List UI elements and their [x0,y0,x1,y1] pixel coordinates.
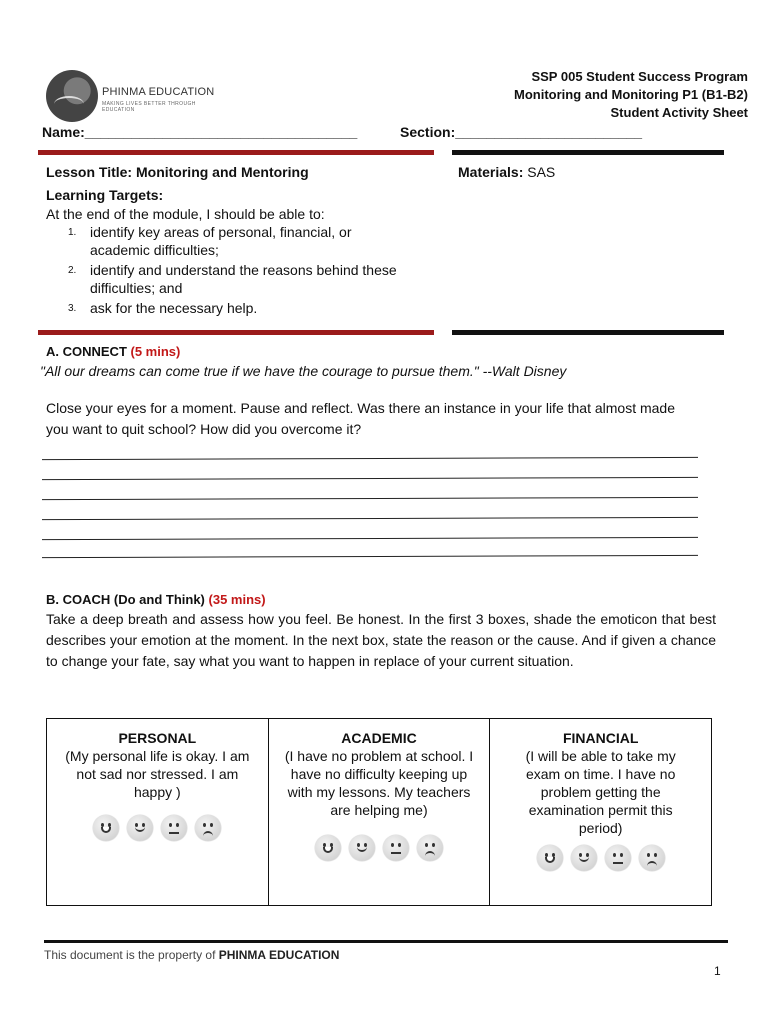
target-number: 3. [68,303,77,314]
emotion-table [46,718,712,906]
emoticon-row [490,845,711,871]
sad-face-icon[interactable] [639,845,665,871]
cell-description: (I will be able to take my exam on time. I have no problem getting the examination permit this period) [525,748,676,836]
happy-face-icon[interactable] [349,835,375,861]
target-text: ask for the necessary help. [90,300,258,316]
answer-line[interactable] [42,517,698,520]
sheet-type: Student Activity Sheet [610,105,748,120]
personal-cell [47,719,269,905]
divider-black-bottom [452,330,724,335]
phinma-logo [46,70,226,126]
coach-heading [46,592,266,607]
happy-face-icon[interactable] [571,845,597,871]
footer-text [44,948,339,962]
very-happy-face-icon[interactable] [537,845,563,871]
footer-owner: PHINMA EDUCATION [218,948,340,962]
cell-title: PERSONAL [118,730,197,746]
document-header [514,68,748,122]
learning-target-item [68,261,398,297]
sad-face-icon[interactable] [417,835,443,861]
answer-line[interactable] [42,457,698,460]
name-field[interactable]: Name:___________________________________ [42,124,358,140]
very-happy-face-icon[interactable] [93,815,119,841]
cell-title: FINANCIAL [562,730,639,746]
page-number: 1 [714,964,721,978]
connect-time: (5 mins) [130,344,181,359]
connect-quote: "All our dreams can come true if we have the courage to pursue them." --Walt Disney [40,363,567,379]
target-text: identify key areas of personal, financial, or academic difficulties; [90,224,352,258]
target-number: 1. [68,227,77,238]
target-text: identify and understand the reasons behind these difficulties; and [90,262,397,296]
footer-divider [44,940,728,943]
cell-title: ACADEMIC [341,730,417,746]
materials-value: SAS [527,164,556,180]
target-number: 2. [68,265,77,276]
connect-heading [46,344,180,359]
academic-cell [269,719,491,905]
answer-line[interactable] [42,537,698,540]
learning-target-item [68,299,398,317]
cell-description: (I have no problem at school. I have no difficulty keeping up with my lessons. My teachers are helping me) [284,748,474,818]
learning-targets-heading: Learning Targets: [46,187,164,203]
materials [458,164,555,180]
answer-line[interactable] [42,477,698,480]
footer-prefix: This document is the property of [44,948,216,962]
answer-line[interactable] [42,497,698,500]
divider-red-bottom [38,330,434,335]
logo-tagline: MAKING LIVES BETTER THROUGH EDUCATION [102,101,196,113]
logo-brand: PHINMA EDUCATION [102,86,215,98]
divider-red-top [38,150,434,155]
coach-title: B. COACH (Do and Think) [46,592,205,607]
materials-label: Materials: [458,164,524,180]
connect-prompt: Close your eyes for a moment. Pause and reflect. Was there an instance in your life that almost made you want to quit school? How did you overcome it? [46,400,676,437]
course-title: SSP 005 Student Success Program [531,69,748,84]
financial-cell [490,719,711,905]
phinma-seal-icon [46,70,98,122]
module-title: Monitoring and Monitoring P1 (B1-B2) [514,87,748,102]
coach-instructions: Take a deep breath and assess how you feel. Be honest. In the first 3 boxes, shade the emoticon that best describes your emotion at the moment. In the next box, state the reason or the cause. And if given a chance to change your fate, say what you want to happen in replace of your current situation. [46,611,716,669]
emoticon-row [269,835,490,861]
learning-target-item [68,223,398,259]
neutral-face-icon[interactable] [383,835,409,861]
divider-black-top [452,150,724,155]
lesson-title: Lesson Title: Monitoring and Mentoring [46,164,309,180]
happy-face-icon[interactable] [127,815,153,841]
coach-time: (35 mins) [208,592,266,607]
sad-face-icon[interactable] [195,815,221,841]
connect-title: A. CONNECT [46,344,127,359]
emoticon-row [47,815,268,841]
learning-targets-list [68,223,398,319]
neutral-face-icon[interactable] [161,815,187,841]
section-field[interactable]: Section:________________________ [400,124,643,140]
neutral-face-icon[interactable] [605,845,631,871]
answer-line[interactable] [42,555,698,558]
very-happy-face-icon[interactable] [315,835,341,861]
learning-targets-intro: At the end of the module, I should be able to: [46,206,325,222]
cell-description: (My personal life is okay. I am not sad nor stressed. I am happy ) [65,748,250,800]
